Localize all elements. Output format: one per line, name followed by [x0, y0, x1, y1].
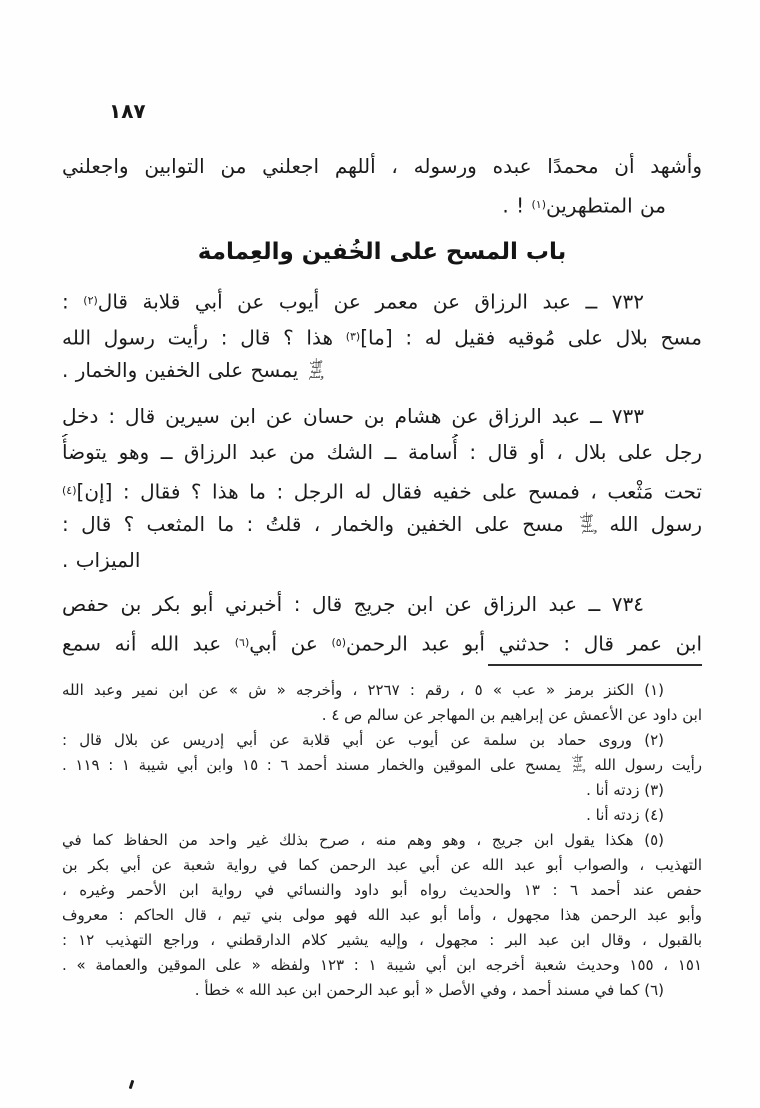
footnote-marker: (٣): [345, 330, 361, 343]
saw-honorific: صلى الله عليه وسلم: [580, 510, 598, 534]
text-run: ١٥١ ، ١٥٥ وحديث شعبة أخرجه ابن أبي شيبة ١ : ١٢٣ ولفظه « على الموقين والعمامة » .: [62, 956, 702, 974]
page-number: ١٨٧: [109, 99, 146, 123]
text-run: (٤) زدته أنا .: [586, 806, 664, 824]
footnote-5-line-2: [62, 853, 702, 878]
footnote-marker: (١): [531, 198, 546, 211]
footnote-5-line-6: [62, 953, 702, 978]
ink-speck: [129, 1080, 135, 1089]
text-run: حفص عند أحمد ٦ : ١٣ والحديث رواه أبو داود والنسائي في رواية ابن الأحمر وغيره ،: [62, 881, 702, 899]
hadith-734-line-2: [62, 622, 702, 658]
hadith-733-line-5: [62, 542, 702, 578]
text-run: عبد الله أنه سمع: [62, 631, 235, 656]
hadith-733-line-2: [62, 434, 702, 470]
footnote-1-line-2: [62, 703, 702, 728]
hadith-732-line-3: [62, 352, 702, 388]
text-run: ٧٣٢ ــ عبد الرزاق عن معمر عن أيوب عن أبي قلابة قال: [97, 289, 644, 314]
text-run: رسول الله: [597, 512, 702, 536]
footnote-6-line-1: [62, 978, 702, 1003]
text-run: (٢) وروى حماد بن سلمة عن أيوب عن أبي قلابة عن أبي إدريس عن بلال قال :: [62, 731, 664, 749]
text-run: الميزاب .: [62, 548, 141, 572]
hadith-733-line-3: [62, 470, 702, 506]
text-run: مسح بلال على مُوقيه فقيل له : [ما]: [360, 325, 702, 350]
text-run: ٧٣٣ ــ عبد الرزاق عن هشام بن حسان عن ابن سيرين قال : دخل: [62, 404, 644, 428]
text-run: مسح على الخفين والخمار ، قلتُ : ما المثعب ؟ قال :: [62, 512, 577, 536]
footnote-5-line-1: [62, 828, 702, 853]
hadith-732-line-1: [62, 280, 702, 316]
text-run: تحت مَثْعب ، فمسح على خفيه فقال له الرجل : ما هذا ؟ فقال : [إن]: [76, 479, 702, 504]
text-run: (٦) كما في مسند أحمد ، وفي الأصل « أبو عبد الرحمن ابن عبد الله » خطأ .: [194, 981, 664, 999]
footnote-2-line-1: [62, 728, 702, 753]
text-run: من المتطهرين: [546, 193, 666, 218]
text-run: التهذيب ، والصواب أبو عبد الله عن أبي عبد الرحمن كما في رواية شعبة عن أبي بكر بن: [62, 856, 702, 874]
footnote-marker: (٥): [331, 636, 346, 649]
footnote-1-line-1: [62, 678, 702, 703]
saw-honorific: صلى الله عليه وسلم: [572, 754, 586, 773]
text-run: ٧٣٤ ــ عبد الرزاق عن ابن جريج قال : أخبرني أبو بكر بن حفص: [62, 592, 644, 616]
hadith-732-line-2: [62, 316, 702, 352]
text-run: بالقبول ، وقال ابن عبد البر : مجهول ، وإليه يشير كلام الدارقطني ، وراجع التهذيب ١٢ :: [62, 931, 702, 949]
text-run: وأبو عبد الرحمن هذا مجهول ، وأما أبو عبد الله فهو مولى بني تيم ، قال الحاكم : معروف: [62, 906, 702, 924]
chapter-heading: باب المسح على الخُفين والعِمامة: [197, 239, 567, 265]
hadith-733-line-4: [62, 506, 702, 542]
text-run: هذا ؟ قال : رأيت رسول الله: [62, 325, 346, 350]
text-run: يمسح على الخفين والخمار .: [62, 358, 306, 382]
text-run: يمسح على الموقين والخمار مسند أحمد ٦ : ١٥ وابن أبي شيبة ١ : ١١٩ .: [62, 756, 570, 774]
footnote-marker: (٦): [234, 636, 250, 649]
text-run: ابن عمر قال : حدثني أبو عبد الرحمن: [345, 631, 702, 656]
footnote-5-line-3: [62, 878, 702, 903]
text-run: وأشهد أن محمدًا عبده ورسوله ، أللهم اجعلني من التوابين واجعلني: [62, 154, 702, 178]
text-run: ابن داود عن الأعمش عن إبراهيم بن المهاجر عن سالم ص ٤ .: [321, 706, 702, 724]
footnotes-section: [62, 678, 702, 1003]
text-run: (٥) هكذا يقول ابن جريج ، وهو وهم منه ، صرح بذلك غير واحد من الحفاظ كما في: [62, 831, 664, 849]
text-run: رأيت رسول الله: [585, 756, 702, 774]
saw-honorific: صلى الله عليه وسلم: [308, 356, 324, 380]
footnote-2-line-2: [62, 753, 702, 778]
footnote-4-line-1: [62, 803, 702, 828]
intro-line-1: [62, 148, 702, 184]
footnote-5-line-5: [62, 928, 702, 953]
text-column: [62, 148, 702, 1003]
footnote-5-line-4: [62, 903, 702, 928]
footnote-marker: (٤): [62, 484, 77, 497]
footnote-3-line-1: [62, 778, 702, 803]
text-run: (٣) زدته أنا .: [586, 781, 664, 799]
hadith-734-line-1: [62, 586, 702, 622]
intro-line-2: [62, 184, 702, 220]
text-run: (١) الكنز برمز « عب » ٥ ، رقم : ٢٢٦٧ ، وأخرجه « ش » عن ابن نمير وعبد الله: [62, 681, 664, 699]
text-run: ! .: [502, 193, 532, 218]
text-run: رجل على بلال ، أو قال : أُسامة ــ الشك من عبد الرزاق ــ وهو يتوضأُ: [62, 440, 702, 464]
hadith-733-line-1: [62, 398, 702, 434]
text-run: :: [62, 289, 84, 314]
footnote-marker: (٢): [83, 294, 98, 307]
text-run: عن أبي: [249, 631, 332, 656]
footnote-divider: [488, 664, 702, 666]
